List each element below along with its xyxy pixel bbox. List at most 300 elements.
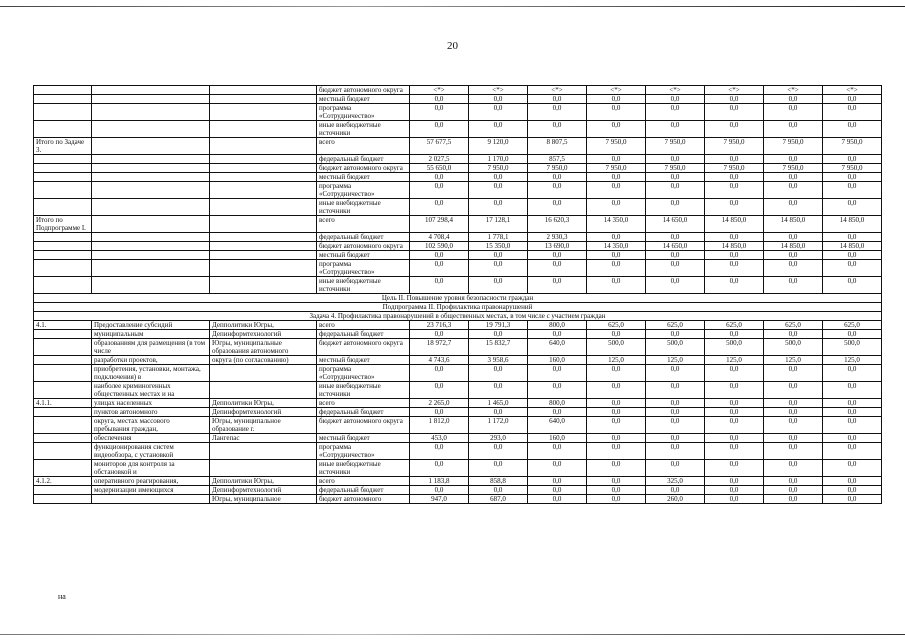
table-row <box>34 330 882 339</box>
value-cell: 0,0 <box>705 260 764 277</box>
value-cell: 0,0 <box>646 330 705 339</box>
value-cell: 0,0 <box>587 460 646 477</box>
row-name-cell: разработки проектов, <box>92 356 210 365</box>
row-code-cell <box>34 417 92 434</box>
value-cell: 0,0 <box>587 155 646 164</box>
value-cell: 293,0 <box>469 434 528 443</box>
value-cell: 0,0 <box>705 173 764 182</box>
value-cell: 18 972,7 <box>410 339 469 356</box>
value-cell: 7 950,0 <box>528 164 587 173</box>
row-code-cell <box>34 182 92 199</box>
value-cell: 0,0 <box>705 251 764 260</box>
row-source-cell: бюджет автономного округа <box>317 242 410 251</box>
value-cell: 0,0 <box>469 199 528 216</box>
value-cell: 14 350,0 <box>587 242 646 251</box>
row-source-cell: программа «Сотрудничество» <box>317 260 410 277</box>
value-cell: 0,0 <box>823 104 882 121</box>
row-executor-cell <box>210 443 317 460</box>
row-name-cell <box>92 182 210 199</box>
value-cell: 0,0 <box>528 173 587 182</box>
value-cell: 14 850,0 <box>823 216 882 233</box>
value-cell: 0,0 <box>410 121 469 138</box>
table-row <box>34 155 882 164</box>
row-executor-cell: Югры, муниципальное образование г. <box>210 417 317 434</box>
value-cell: 0,0 <box>587 382 646 399</box>
value-cell: 0,0 <box>587 173 646 182</box>
table-row <box>34 104 882 121</box>
value-cell: 0,0 <box>764 277 823 294</box>
table-row <box>34 339 882 356</box>
table-row <box>34 173 882 182</box>
value-cell: 0,0 <box>469 365 528 382</box>
value-cell: 0,0 <box>587 104 646 121</box>
value-cell: 0,0 <box>823 443 882 460</box>
value-cell: 0,0 <box>705 486 764 495</box>
value-cell: 625,0 <box>764 321 823 330</box>
row-name-cell: мониторов для контроля за обстановкой и <box>92 460 210 477</box>
value-cell: 0,0 <box>705 155 764 164</box>
value-cell: 0,0 <box>764 155 823 164</box>
value-cell: 0,0 <box>823 173 882 182</box>
table-row <box>34 182 882 199</box>
value-cell: 0,0 <box>646 260 705 277</box>
row-code-cell <box>34 434 92 443</box>
value-cell: 0,0 <box>764 260 823 277</box>
value-cell: 102 590,0 <box>410 242 469 251</box>
value-cell: 0,0 <box>410 365 469 382</box>
value-cell: 0,0 <box>823 382 882 399</box>
value-cell: 0,0 <box>528 104 587 121</box>
value-cell: 0,0 <box>410 443 469 460</box>
table-row <box>34 399 882 408</box>
value-cell: 0,0 <box>587 199 646 216</box>
table-row <box>34 95 882 104</box>
table-row <box>34 365 882 382</box>
value-cell: 500,0 <box>646 339 705 356</box>
row-executor-cell <box>210 460 317 477</box>
value-cell: 0,0 <box>764 417 823 434</box>
value-cell: 0,0 <box>823 399 882 408</box>
value-cell: <*> <box>764 86 823 95</box>
value-cell: 0,0 <box>587 95 646 104</box>
value-cell: 2 027,5 <box>410 155 469 164</box>
row-code-cell <box>34 356 92 365</box>
value-cell: 14 350,0 <box>587 216 646 233</box>
value-cell: 0,0 <box>646 417 705 434</box>
row-code-cell <box>34 408 92 417</box>
row-name-cell <box>92 95 210 104</box>
table-row <box>34 260 882 277</box>
value-cell: <*> <box>469 86 528 95</box>
row-executor-cell: Депполитики Югры, <box>210 321 317 330</box>
value-cell: 0,0 <box>823 155 882 164</box>
row-executor-cell: Депполитики Югры, <box>210 477 317 486</box>
value-cell: 1 172,0 <box>469 417 528 434</box>
value-cell: <*> <box>587 86 646 95</box>
value-cell: 500,0 <box>705 339 764 356</box>
value-cell: 0,0 <box>705 495 764 504</box>
value-cell: 858,8 <box>469 477 528 486</box>
row-source-cell: местный бюджет <box>317 434 410 443</box>
value-cell: 0,0 <box>705 399 764 408</box>
value-cell: 2 265,0 <box>410 399 469 408</box>
value-cell: 0,0 <box>823 460 882 477</box>
row-source-cell: всего <box>317 321 410 330</box>
value-cell: 1 812,0 <box>410 417 469 434</box>
value-cell: 0,0 <box>469 182 528 199</box>
row-name-cell: округа, местах массового пребывания граждан, <box>92 417 210 434</box>
row-executor-cell <box>210 121 317 138</box>
value-cell: 0,0 <box>528 460 587 477</box>
row-executor-cell <box>210 173 317 182</box>
value-cell: 0,0 <box>469 104 528 121</box>
row-executor-cell <box>210 233 317 242</box>
value-cell: 0,0 <box>705 443 764 460</box>
value-cell: 0,0 <box>646 155 705 164</box>
value-cell: 0,0 <box>646 408 705 417</box>
value-cell: 0,0 <box>705 121 764 138</box>
value-cell: 0,0 <box>764 399 823 408</box>
footer-continuation-text: на <box>58 592 66 601</box>
value-cell: 0,0 <box>587 477 646 486</box>
row-executor-cell: округа (по согласованию) <box>210 356 317 365</box>
value-cell: 13 690,0 <box>528 242 587 251</box>
value-cell: 0,0 <box>705 460 764 477</box>
value-cell: 325,0 <box>646 477 705 486</box>
row-name-cell: модернизации имеющихся <box>92 486 210 495</box>
row-code-cell <box>34 382 92 399</box>
row-code-cell <box>34 199 92 216</box>
value-cell: 0,0 <box>410 260 469 277</box>
row-source-cell: программа «Сотрудничество» <box>317 443 410 460</box>
value-cell: <*> <box>705 86 764 95</box>
value-cell: 0,0 <box>705 104 764 121</box>
value-cell: 0,0 <box>823 121 882 138</box>
value-cell: 0,0 <box>410 173 469 182</box>
value-cell: 160,0 <box>528 356 587 365</box>
value-cell: 0,0 <box>469 486 528 495</box>
row-source-cell: федеральный бюджет <box>317 330 410 339</box>
value-cell: 0,0 <box>587 251 646 260</box>
table-row <box>34 138 882 155</box>
value-cell: 0,0 <box>764 251 823 260</box>
row-name-cell <box>92 260 210 277</box>
value-cell: 0,0 <box>823 251 882 260</box>
value-cell: 0,0 <box>410 95 469 104</box>
row-source-cell: бюджет автономного <box>317 495 410 504</box>
value-cell: 7 950,0 <box>646 164 705 173</box>
row-executor-cell: Депинформтехнологий <box>210 330 317 339</box>
value-cell: 0,0 <box>587 417 646 434</box>
value-cell: 0,0 <box>764 121 823 138</box>
value-cell: 7 950,0 <box>469 164 528 173</box>
value-cell: 0,0 <box>528 260 587 277</box>
value-cell: 57 677,5 <box>410 138 469 155</box>
value-cell: 16 620,3 <box>528 216 587 233</box>
value-cell: 500,0 <box>764 339 823 356</box>
value-cell: 14 850,0 <box>764 216 823 233</box>
value-cell: 0,0 <box>646 434 705 443</box>
value-cell: 0,0 <box>823 182 882 199</box>
row-code-cell: 4.1.2. <box>34 477 92 486</box>
value-cell: 15 350,0 <box>469 242 528 251</box>
value-cell: 14 650,0 <box>646 242 705 251</box>
row-executor-cell <box>210 155 317 164</box>
value-cell: 0,0 <box>587 182 646 199</box>
value-cell: <*> <box>646 86 705 95</box>
value-cell: 19 791,3 <box>469 321 528 330</box>
row-source-cell: всего <box>317 216 410 233</box>
section-header-cell: Задача 4. Профилактика правонарушений в общественных местах, в том числе с участием граждан <box>34 312 882 321</box>
value-cell: 0,0 <box>764 434 823 443</box>
value-cell: 0,0 <box>646 173 705 182</box>
value-cell: 0,0 <box>823 233 882 242</box>
value-cell: 800,0 <box>528 321 587 330</box>
value-cell: 0,0 <box>823 365 882 382</box>
value-cell: 0,0 <box>469 382 528 399</box>
table-row <box>34 434 882 443</box>
row-code-cell <box>34 443 92 460</box>
value-cell: 0,0 <box>764 182 823 199</box>
row-code-cell <box>34 233 92 242</box>
value-cell: 0,0 <box>764 199 823 216</box>
row-executor-cell <box>210 182 317 199</box>
section-header-cell: Цель II. Повышение уровня безопасности граждан <box>34 294 882 303</box>
row-name-cell <box>92 86 210 95</box>
value-cell: 0,0 <box>764 173 823 182</box>
row-code-cell <box>34 495 92 504</box>
value-cell: 0,0 <box>823 417 882 434</box>
row-code-cell <box>34 164 92 173</box>
row-executor-cell <box>210 365 317 382</box>
row-source-cell: местный бюджет <box>317 356 410 365</box>
row-name-cell: обеспечения <box>92 434 210 443</box>
page-number: 20 <box>447 40 458 52</box>
row-source-cell: иные внебюджетные источники <box>317 277 410 294</box>
value-cell: 625,0 <box>646 321 705 330</box>
value-cell: 7 950,0 <box>823 138 882 155</box>
value-cell: 0,0 <box>823 434 882 443</box>
value-cell: <*> <box>528 86 587 95</box>
value-cell: 4 743,6 <box>410 356 469 365</box>
value-cell: 125,0 <box>705 356 764 365</box>
value-cell: 0,0 <box>410 382 469 399</box>
value-cell: 0,0 <box>410 104 469 121</box>
value-cell: 0,0 <box>587 233 646 242</box>
value-cell: 640,0 <box>528 339 587 356</box>
value-cell: 260,0 <box>646 495 705 504</box>
value-cell: 0,0 <box>823 277 882 294</box>
row-name-cell <box>92 199 210 216</box>
row-source-cell: иные внебюджетные источники <box>317 460 410 477</box>
row-name-cell <box>92 495 210 504</box>
value-cell: 0,0 <box>469 277 528 294</box>
value-cell: 0,0 <box>646 95 705 104</box>
row-source-cell: бюджет автономного округа <box>317 86 410 95</box>
section-header-row <box>34 294 882 303</box>
value-cell: 0,0 <box>410 199 469 216</box>
table-row <box>34 356 882 365</box>
row-executor-cell: Лангепас <box>210 434 317 443</box>
value-cell: 0,0 <box>528 199 587 216</box>
value-cell: 687,0 <box>469 495 528 504</box>
value-cell: 0,0 <box>528 251 587 260</box>
row-code-cell: 4.1.1. <box>34 399 92 408</box>
value-cell: 0,0 <box>705 434 764 443</box>
value-cell: 0,0 <box>764 365 823 382</box>
value-cell: 1 778,1 <box>469 233 528 242</box>
row-code-cell <box>34 330 92 339</box>
value-cell: 625,0 <box>823 321 882 330</box>
value-cell: 107 298,4 <box>410 216 469 233</box>
value-cell: 4 708,4 <box>410 233 469 242</box>
value-cell: 0,0 <box>587 408 646 417</box>
row-code-cell <box>34 173 92 182</box>
value-cell: 0,0 <box>587 121 646 138</box>
value-cell: 0,0 <box>646 199 705 216</box>
value-cell: 0,0 <box>587 399 646 408</box>
value-cell: 0,0 <box>410 408 469 417</box>
value-cell: 0,0 <box>587 486 646 495</box>
value-cell: 0,0 <box>823 199 882 216</box>
value-cell: 0,0 <box>646 443 705 460</box>
row-name-cell <box>92 121 210 138</box>
value-cell: 0,0 <box>528 486 587 495</box>
value-cell: 0,0 <box>587 260 646 277</box>
row-source-cell: бюджет автономного округа <box>317 339 410 356</box>
value-cell: 160,0 <box>528 434 587 443</box>
row-executor-cell: Югры, муниципальное <box>210 495 317 504</box>
row-code-cell <box>34 121 92 138</box>
value-cell: 0,0 <box>705 233 764 242</box>
row-source-cell: программа «Сотрудничество» <box>317 182 410 199</box>
value-cell: 0,0 <box>528 330 587 339</box>
value-cell: 0,0 <box>469 443 528 460</box>
row-code-cell: 4.1. <box>34 321 92 330</box>
value-cell: 0,0 <box>823 260 882 277</box>
row-code-cell <box>34 365 92 382</box>
value-cell: 500,0 <box>823 339 882 356</box>
value-cell: 0,0 <box>705 277 764 294</box>
table-row <box>34 233 882 242</box>
value-cell: 125,0 <box>646 356 705 365</box>
value-cell: 0,0 <box>823 495 882 504</box>
table-row <box>34 443 882 460</box>
row-name-cell: функционирования систем видеообзора, с установкой <box>92 443 210 460</box>
value-cell: 0,0 <box>646 486 705 495</box>
section-header-row <box>34 312 882 321</box>
value-cell: 0,0 <box>646 365 705 382</box>
value-cell: 0,0 <box>764 495 823 504</box>
value-cell: 8 807,5 <box>528 138 587 155</box>
row-code-cell <box>34 339 92 356</box>
value-cell: 0,0 <box>469 460 528 477</box>
row-executor-cell <box>210 104 317 121</box>
value-cell: 0,0 <box>823 477 882 486</box>
row-source-cell: федеральный бюджет <box>317 155 410 164</box>
value-cell: 14 850,0 <box>823 242 882 251</box>
value-cell: <*> <box>410 86 469 95</box>
row-executor-cell <box>210 199 317 216</box>
value-cell: 0,0 <box>646 233 705 242</box>
row-code-cell <box>34 486 92 495</box>
value-cell: 0,0 <box>764 382 823 399</box>
value-cell: 0,0 <box>646 251 705 260</box>
row-name-cell: оперативного реагирования, <box>92 477 210 486</box>
value-cell: 0,0 <box>587 495 646 504</box>
value-cell: 0,0 <box>823 408 882 417</box>
value-cell: 0,0 <box>410 251 469 260</box>
row-executor-cell <box>210 277 317 294</box>
row-name-cell <box>92 216 210 233</box>
table-row <box>34 477 882 486</box>
value-cell: 0,0 <box>587 434 646 443</box>
value-cell: 947,0 <box>410 495 469 504</box>
section-header-cell: Подпрограмма II. Профилактика правонарушений <box>34 303 882 312</box>
row-executor-cell: Югры, муниципальные образования автономного <box>210 339 317 356</box>
value-cell: 0,0 <box>646 382 705 399</box>
row-name-cell: пунктов автономного <box>92 408 210 417</box>
budget-table <box>33 85 882 504</box>
value-cell: 0,0 <box>705 365 764 382</box>
value-cell: 0,0 <box>764 95 823 104</box>
row-executor-cell <box>210 164 317 173</box>
row-source-cell: местный бюджет <box>317 251 410 260</box>
row-name-cell: Предоставление субсидий <box>92 321 210 330</box>
row-name-cell <box>92 233 210 242</box>
row-name-cell: образованиям для размещения (в том числе <box>92 339 210 356</box>
table-row <box>34 460 882 477</box>
row-source-cell: иные внебюджетные источники <box>317 199 410 216</box>
row-name-cell <box>92 104 210 121</box>
value-cell: 0,0 <box>764 233 823 242</box>
row-name-cell: наиболее криминогенных общественных местах и на <box>92 382 210 399</box>
row-source-cell: иные внебюджетные источники <box>317 121 410 138</box>
row-executor-cell <box>210 95 317 104</box>
row-code-cell <box>34 277 92 294</box>
value-cell: 9 120,0 <box>469 138 528 155</box>
row-name-cell: приобретения, установки, монтажа, подключения) в <box>92 365 210 382</box>
value-cell: 0,0 <box>410 182 469 199</box>
table-row <box>34 251 882 260</box>
value-cell: 7 950,0 <box>587 164 646 173</box>
row-source-cell: местный бюджет <box>317 95 410 104</box>
row-executor-cell: Депполитики Югры, <box>210 399 317 408</box>
value-cell: 0,0 <box>528 95 587 104</box>
value-cell: 0,0 <box>646 399 705 408</box>
value-cell: 0,0 <box>705 330 764 339</box>
row-executor-cell <box>210 260 317 277</box>
value-cell: 500,0 <box>587 339 646 356</box>
value-cell: 640,0 <box>528 417 587 434</box>
value-cell: 0,0 <box>705 477 764 486</box>
value-cell: 0,0 <box>646 182 705 199</box>
value-cell: 453,0 <box>410 434 469 443</box>
row-source-cell: программа «Сотрудничество» <box>317 104 410 121</box>
row-code-cell <box>34 251 92 260</box>
row-executor-cell <box>210 251 317 260</box>
value-cell: 1 183,8 <box>410 477 469 486</box>
value-cell: 0,0 <box>528 121 587 138</box>
value-cell: 0,0 <box>646 460 705 477</box>
value-cell: 14 850,0 <box>705 216 764 233</box>
value-cell: 800,0 <box>528 399 587 408</box>
scan-edge-bottom <box>0 634 905 635</box>
value-cell: 0,0 <box>764 443 823 460</box>
row-source-cell: бюджет автономного округа <box>317 417 410 434</box>
row-name-cell <box>92 138 210 155</box>
value-cell: 2 930,3 <box>528 233 587 242</box>
